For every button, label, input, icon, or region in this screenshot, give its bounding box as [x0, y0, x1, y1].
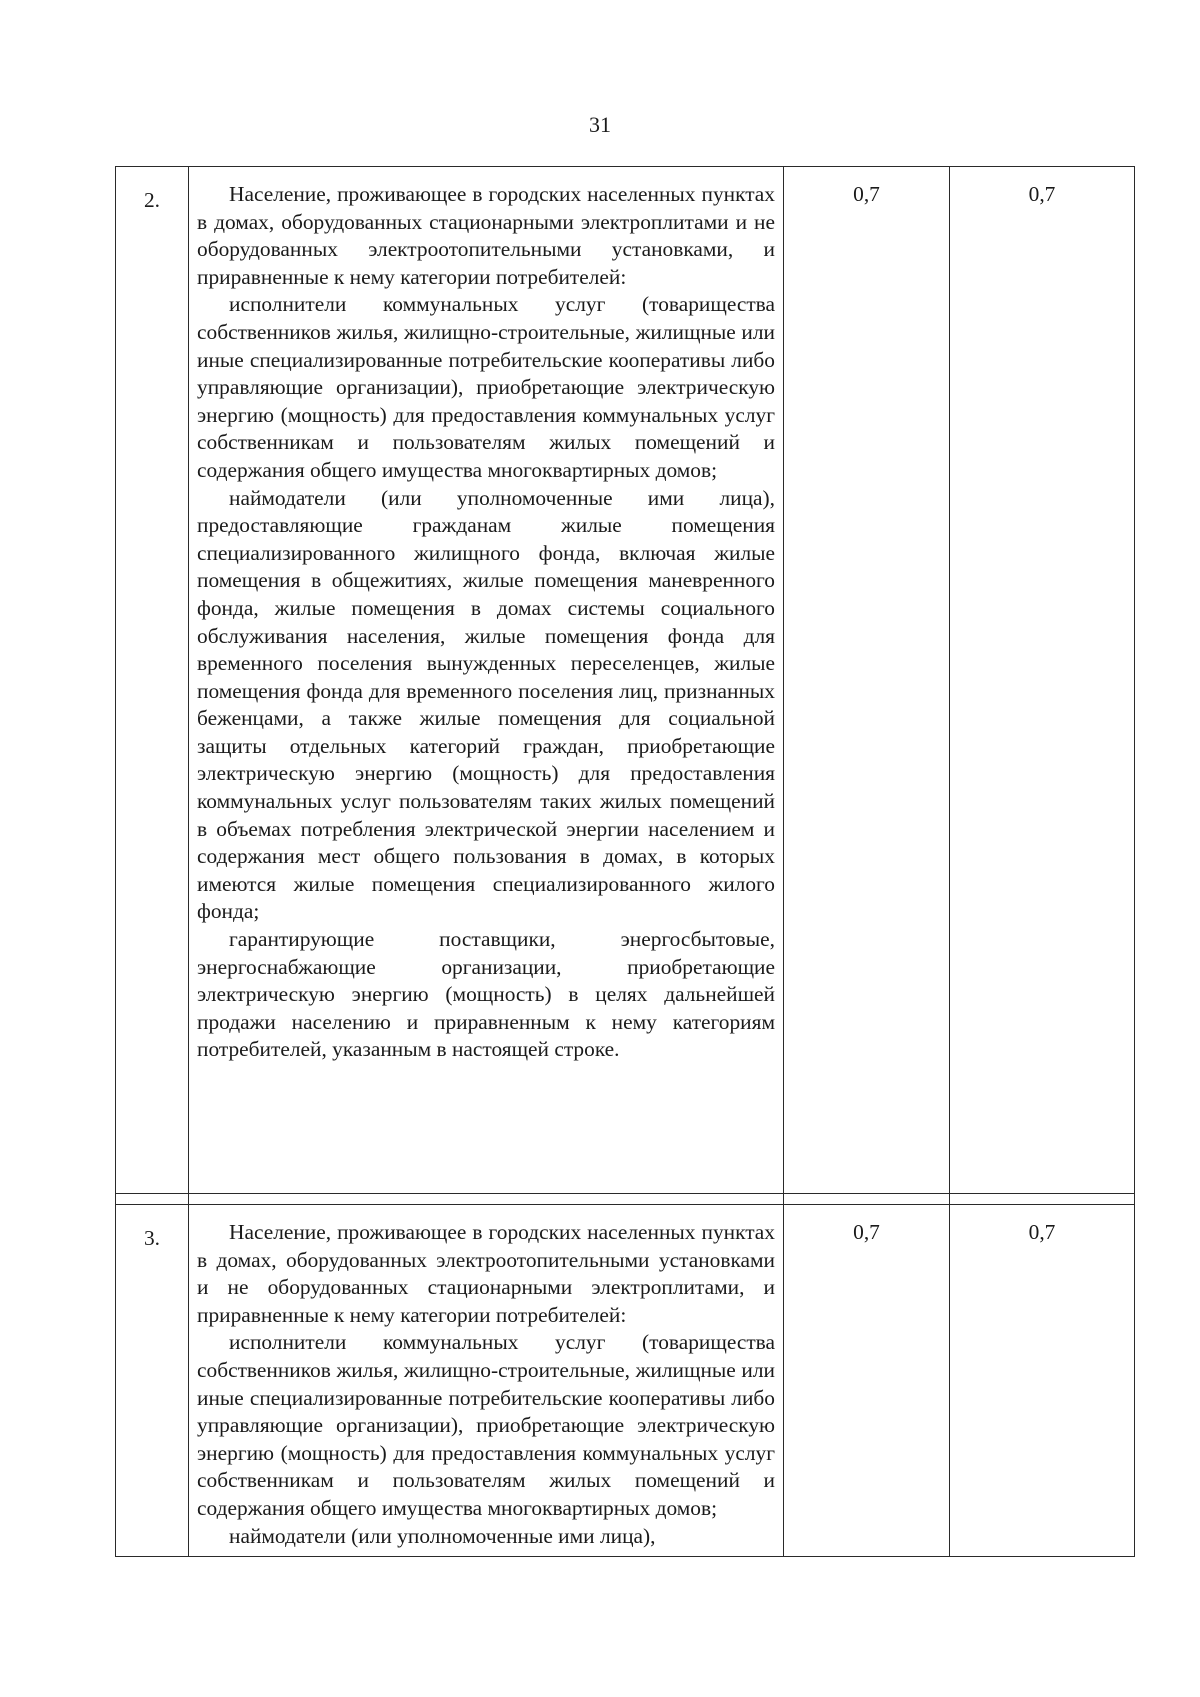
table-row — [116, 167, 1135, 1194]
row-separator — [116, 1194, 1135, 1205]
paragraph: исполнители коммунальных услуг (товарищества собственников жилья, жилищно-строительные, жилищные или иные специализированные потребительские кооперативы либо управляющие организации), приобретающие электрическую энергию (мощность) для предоставления коммунальных услуг собственникам и пользователям жилых помещений и содержания общего имущества многоквартирных домов; — [197, 1330, 775, 1520]
row-number: 2. — [116, 167, 189, 1194]
value-cell-2: 0,7 — [950, 167, 1135, 1194]
paragraph: исполнители коммунальных услуг (товарищества собственников жилья, жилищно-строительные, жилищные или иные специализированные потребительские кооперативы либо управляющие организации), приобретающие электрическую энергию (мощность) для предоставления коммунальных услуг собственникам и пользователям жилых помещений и содержания общего имущества многоквартирных домов; — [197, 292, 775, 482]
tariff-table — [115, 166, 1135, 1557]
paragraph: наймодатели (или уполномоченные ими лица), — [229, 1523, 656, 1548]
row-description — [189, 1205, 784, 1557]
value-cell-2: 0,7 — [950, 1205, 1135, 1557]
paragraph: гарантирующие поставщики, энергосбытовые, энергоснабжающие организации, приобретающие электрическую энергию (мощность) в целях дальнейшей продажи населению и приравненным к нему категориям потребителей, указанным в настоящей строке. — [197, 927, 775, 1062]
page-number: 31 — [589, 112, 611, 137]
table-row — [116, 1205, 1135, 1557]
value-cell-1: 0,7 — [784, 1205, 950, 1557]
paragraph: Население, проживающее в городских населенных пунктах в домах, оборудованных электроотопительными установками и не оборудованных стационарными электроплитами, и приравненные к нему категории потребителей: — [197, 1220, 775, 1327]
row-number: 3. — [116, 1205, 189, 1557]
row-description — [189, 167, 784, 1194]
value-cell-1: 0,7 — [784, 167, 950, 1194]
paragraph: наймодатели (или уполномоченные ими лица), предоставляющие гражданам жилые помещения специализированного жилищного фонда, включая жилые помещения в общежитиях, жилые помещения маневренного фонда, жилые помещения в домах системы социального обслуживания населения, жилые помещения фонда для временного поселения вынужденных переселенцев, жилые помещения фонда для временного поселения лиц, признанных беженцами, а также жилые помещения для социальной защиты отдельных категорий граждан, приобретающие электрическую энергию (мощность) для предоставления коммунальных услуг пользователям таких жилых помещений в объемах потребления электрической энергии населением и содержания мест общего пользования в домах, в которых имеются жилые помещения специализированного жилого фонда; — [197, 485, 775, 924]
paragraph: Население, проживающее в городских населенных пунктах в домах, оборудованных стационарными электроплитами и не оборудованных электроотопительными установками, и приравненные к нему категории потребителей: — [197, 182, 775, 289]
